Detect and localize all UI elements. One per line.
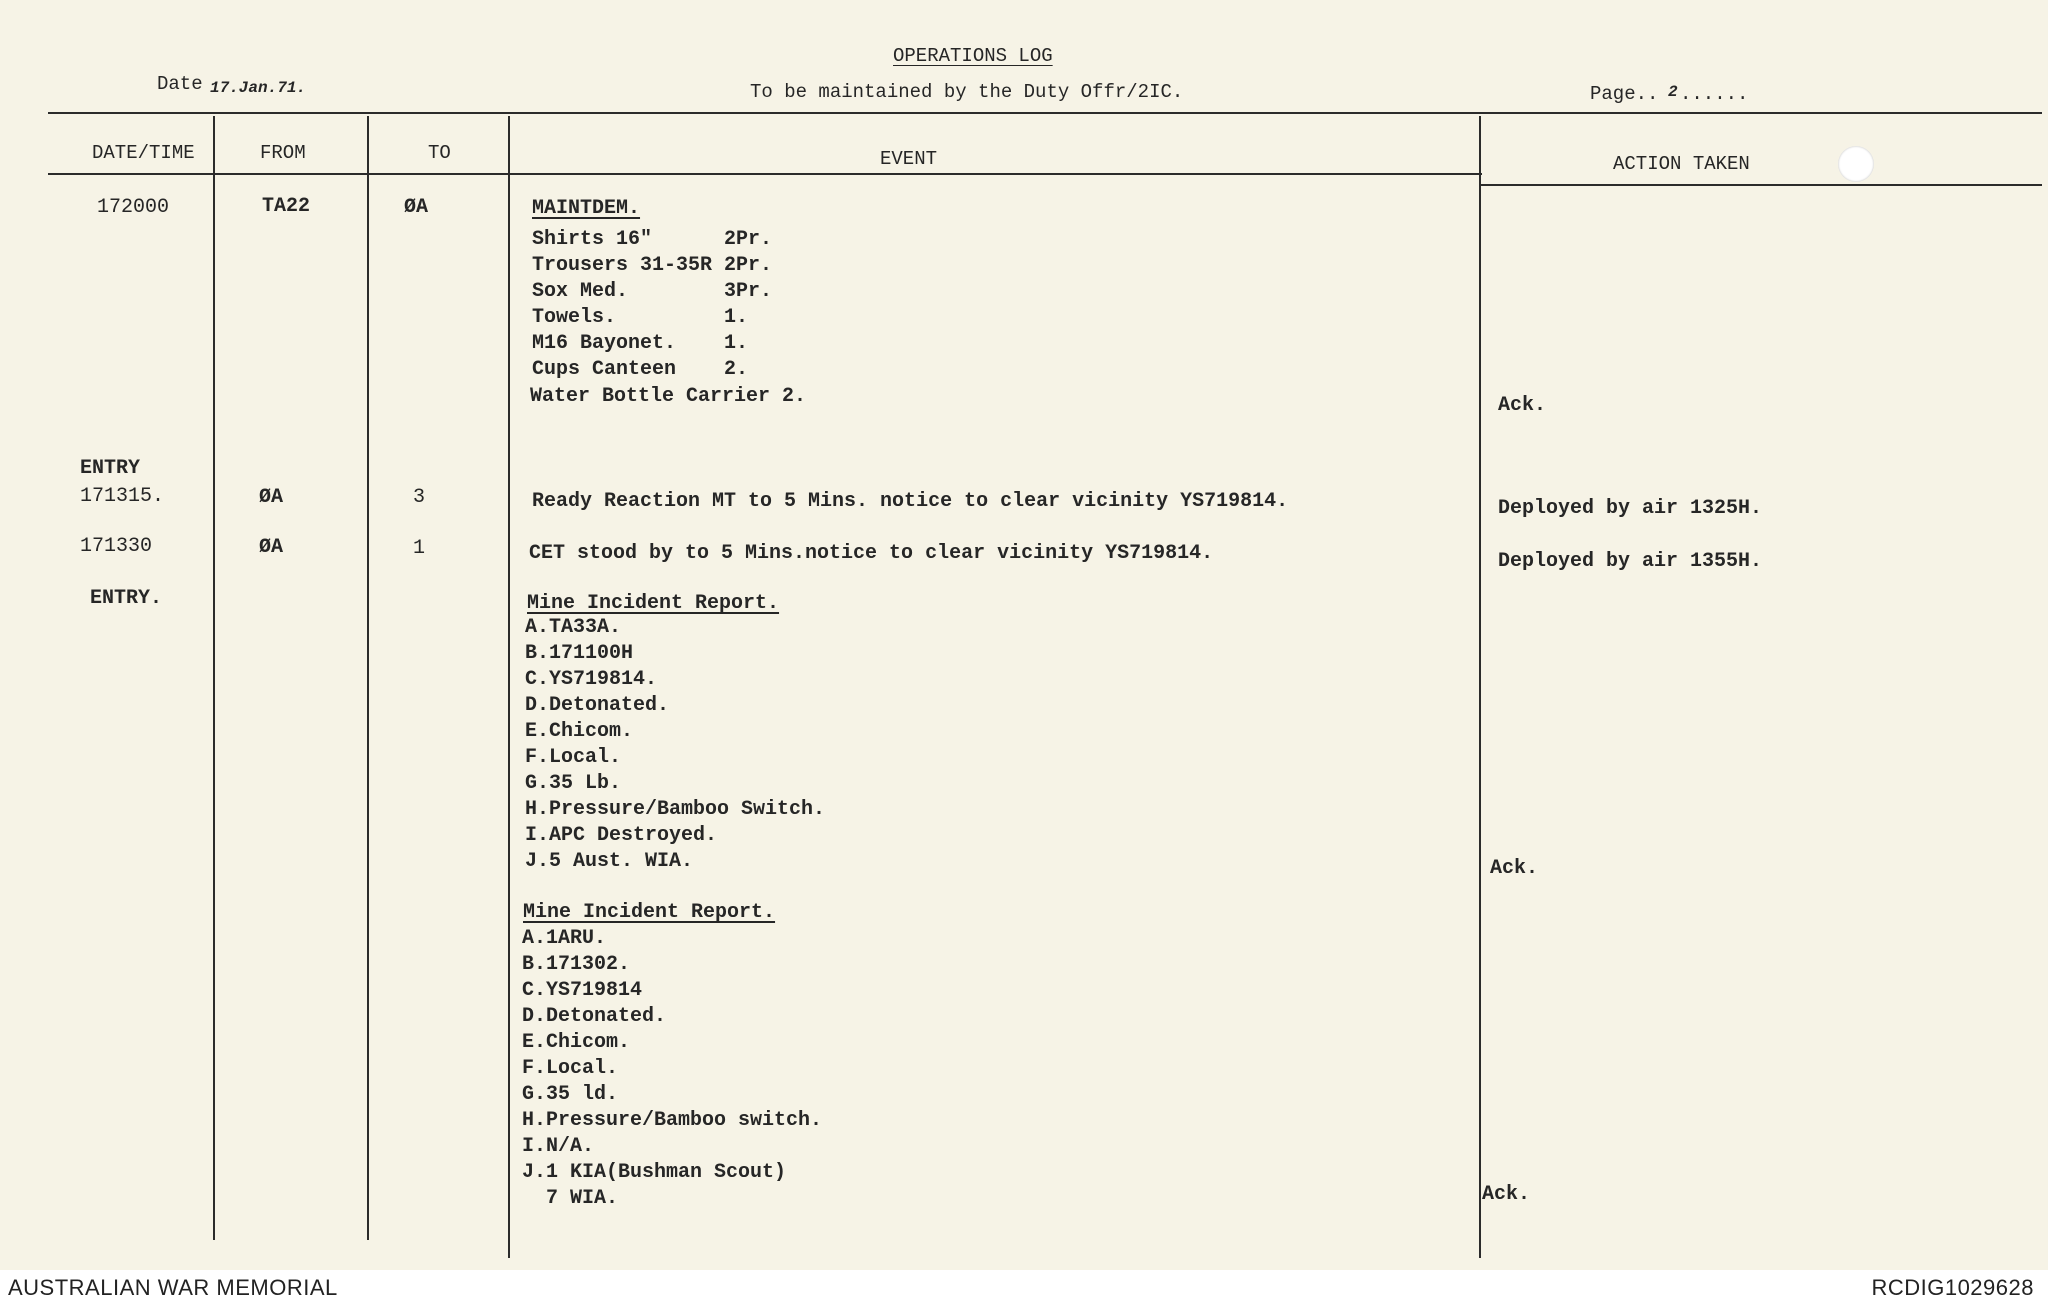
entry1-line: Water Bottle Carrier 2. [530, 385, 807, 408]
entry1-line: Shirts 16" 2Pr. [532, 228, 773, 251]
col-divider-3 [508, 116, 510, 1258]
entry5-line: J.1 KIA(Bushman Scout) [522, 1161, 787, 1184]
entry4-line: H.Pressure/Bamboo Switch. [525, 798, 826, 821]
entry5-line: B.171302. [522, 953, 631, 976]
col-header-action: ACTION TAKEN [1613, 153, 1750, 175]
log-title: OPERATIONS LOG [893, 45, 1053, 67]
entry1-datetime: 172000 [97, 196, 170, 219]
entry1-line: M16 Bayonet. 1. [532, 332, 749, 355]
entry3-event: CET stood by to 5 Mins.notice to clear vicinity YS719814. [529, 542, 1214, 565]
entry4-line: D.Detonated. [525, 694, 670, 717]
entry4-line: E.Chicom. [525, 720, 634, 743]
col-divider-1 [213, 116, 215, 1240]
entry5-line: C.YS719814 [522, 979, 643, 1002]
entry2-from: ØA [259, 486, 284, 509]
entry2-datetime: 171315. [80, 485, 165, 508]
entry5-line: 7 WIA. [522, 1187, 619, 1210]
entry1-line: Sox Med. 3Pr. [532, 280, 773, 303]
entry3-to: 1 [413, 537, 426, 560]
page-dots: ...... [1680, 83, 1749, 105]
entry1-line: Trousers 31-35R 2Pr. [532, 254, 773, 277]
entry5-line: I.N/A. [522, 1135, 595, 1158]
entry1-line: Cups Canteen 2. [532, 358, 749, 381]
entry4-line: C.YS719814. [525, 668, 658, 691]
entry3-datetime: 171330 [80, 535, 153, 558]
col-divider-4 [1479, 116, 1481, 1258]
entry5-line: D.Detonated. [522, 1005, 667, 1028]
entry1-from: TA22 [262, 195, 311, 218]
entry5-line: A.1ARU. [522, 927, 607, 950]
entry5-line: F.Local. [522, 1057, 619, 1080]
entry1-line: Towels. 1. [532, 306, 749, 329]
entry5-line: H.Pressure/Bamboo switch. [522, 1109, 823, 1132]
punch-hole [1838, 146, 1874, 182]
col-header-datetime: DATE/TIME [92, 142, 195, 164]
header-rule-right [1480, 184, 2042, 186]
entry3-from: ØA [259, 536, 284, 559]
footer-reference: RCDIG1029628 [1871, 1275, 2034, 1300]
entry4-title: Mine Incident Report. [527, 592, 780, 615]
entry4-line: J.5 Aust. WIA. [525, 850, 694, 873]
col-header-to: TO [428, 142, 451, 164]
entry1-action: Ack. [1498, 394, 1547, 417]
entry4-line: I.APC Destroyed. [525, 824, 718, 847]
entry4-line: F.Local. [525, 746, 622, 769]
entry4-line: A.TA33A. [525, 616, 622, 639]
col-divider-2 [367, 116, 369, 1240]
entry4-entry-label: ENTRY. [90, 587, 163, 610]
footer-source: AUSTRALIAN WAR MEMORIAL [8, 1275, 338, 1300]
entry4-action: Ack. [1490, 857, 1539, 880]
log-subtitle: To be maintained by the Duty Offr/2IC. [750, 81, 1184, 103]
entry1-to: ØA [404, 196, 429, 219]
header-rule-left [48, 173, 1482, 175]
col-header-from: FROM [260, 142, 306, 164]
entry2-action: Deployed by air 1325H. [1498, 497, 1763, 520]
col-header-event: EVENT [880, 148, 938, 170]
entry5-action: Ack. [1482, 1183, 1531, 1206]
date-value: 17.Jan.71. [210, 79, 307, 97]
entry5-title: Mine Incident Report. [523, 901, 776, 924]
entry1-title: MAINTDEM. [532, 197, 641, 220]
entry2-to: 3 [413, 486, 426, 509]
page-value: 2 [1668, 83, 1678, 101]
entry2-entry-label: ENTRY [80, 457, 141, 480]
top-rule [48, 112, 2042, 114]
entry2-event: Ready Reaction MT to 5 Mins. notice to clear vicinity YS719814. [532, 490, 1289, 513]
entry4-line: B.171100H [525, 642, 634, 665]
entry3-action: Deployed by air 1355H. [1498, 550, 1763, 573]
entry5-line: G.35 ld. [522, 1083, 619, 1106]
date-label: Date [157, 73, 203, 95]
page-label: Page.. [1590, 83, 1659, 105]
archive-footer [0, 1270, 2048, 1305]
entry4-line: G.35 Lb. [525, 772, 622, 795]
entry5-line: E.Chicom. [522, 1031, 631, 1054]
